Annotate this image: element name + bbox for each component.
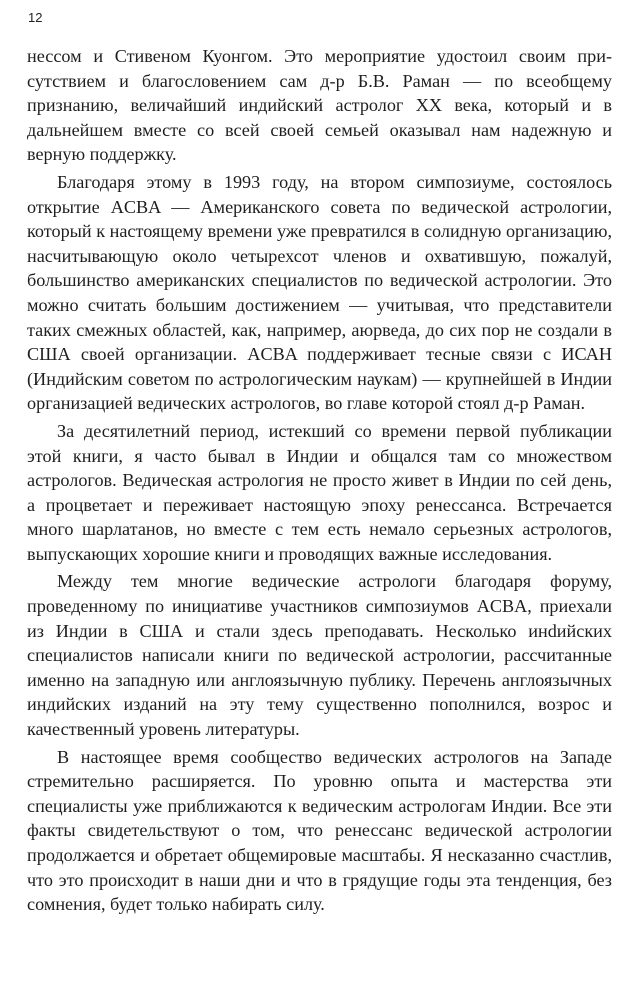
paragraph-5: В настоящее время сообщество ведических астрологов на Западе стремительно расширяется. По уровню опыта и мастерства эти специалисты уже приближаются к ведическим астрологам Индии. Все эти факты свидетельствуют о том, что ренессанс ведической астрологии продолжается и обретает общемировые масштабы. Я несказанно счастлив, что это происходит в наши дни и что в грядущие годы эта тенденция, без сомнения, будет только набирать силу. xyxy=(27,746,612,915)
paragraph-1: нессом и Стивеном Куонгом. Это мероприятие удостоил своим присутствием и благословением сам д-р Б.В. Раман — по всеобщему признанию, величайший индийский астролог XX века, который и в дальнейшем вместе со всей своей семьей оказывал нам надежную и верную поддержку. xyxy=(27,46,612,165)
page-number: 12 xyxy=(28,10,43,25)
paragraph-2: Благодаря этому в 1993 году, на втором симпозиуме, состоялось открытие ACBA — Американского совета по ведической астрологии, который к настоящему времени уже превратился в солидную организацию, насчитывающую около четырехсот членов и охватившую, пожалуй, большинство американских специалистов по ведической астрологии. Это можно считать большим достижением — учитывая, что представители таких смежных областей, как, например, аюрведа, до сих пор не создали в США своей организации. ACBA поддерживает тесные связи с ИСАН (Индийским советом по астрологическим наукам) — крупнейшей в Индии организацией ведических астрологов, во главе которой стоял д-р Раман. xyxy=(27,171,612,414)
paragraph-3: За десятилетний период, истекший со времени первой публикации этой книги, я часто бывал в Индии и общался там со множеством астрологов. Ведическая астрология не просто живет в Индии по сей день, а процветает и переживает настоящую эпоху ренессанса. Встречается много шарлатанов, но вместе с тем есть немало серьезных астрологов, выпускающих хорошие книги и проводящих важные исследования. xyxy=(27,420,612,564)
page-body xyxy=(27,44,612,917)
paragraph-4: Между тем многие ведические астрологи благодаря форуму, проведенному по инициативе участников симпозиумов ACBA, приехали из Индии в США и стали здесь преподавать. Несколько инdийских специалистов написали книги по ведической астрологии, рассчитанные именно на западную или англоязычную публику. Перечень англоязычных индийских изданий на эту тему существенно пополнился, возрос и качественный уровень литературы. xyxy=(27,571,612,740)
